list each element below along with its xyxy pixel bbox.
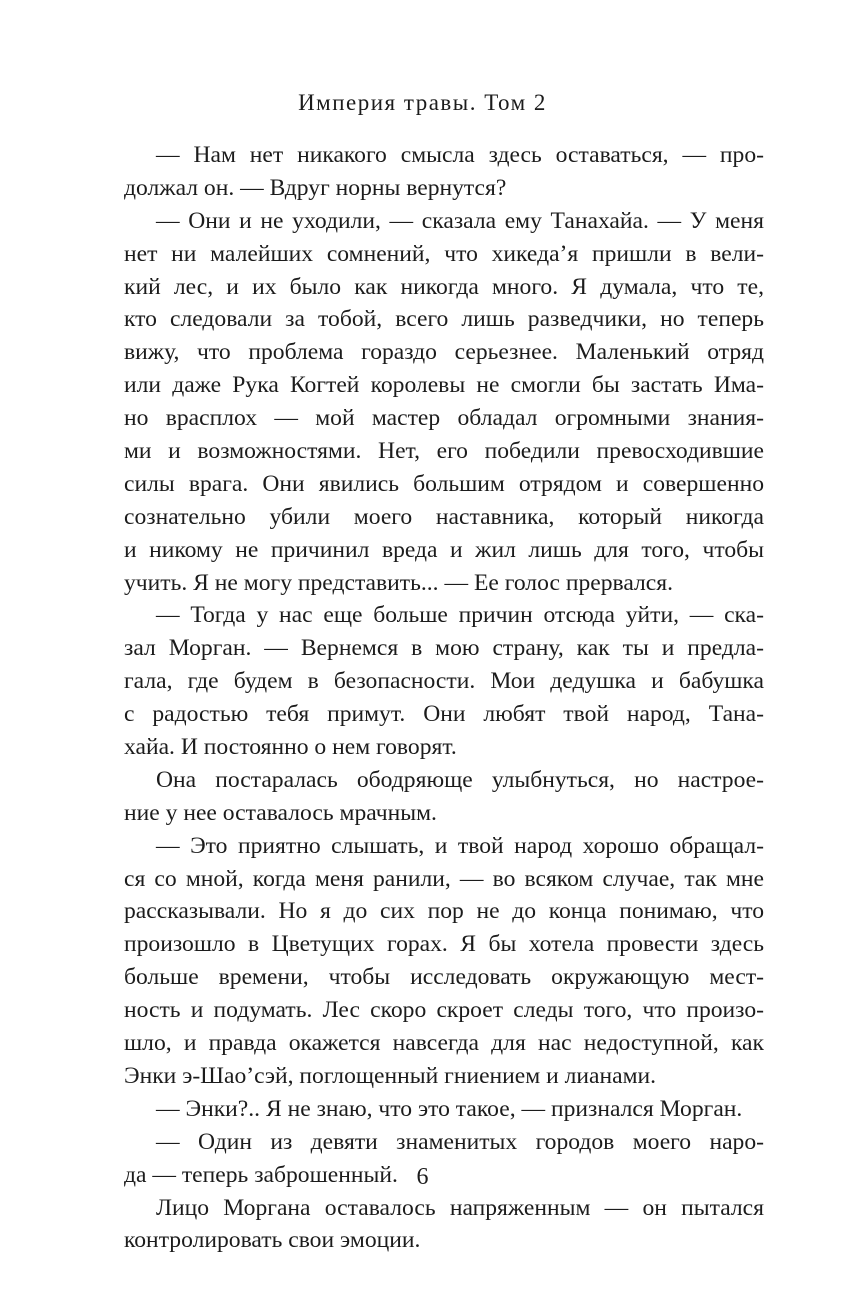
text-line: Лицо Моргана оставалось напряженным — он пытался: [156, 1194, 764, 1221]
text-line: Энки э-Шао’сэй, поглощенный гниением и лианами.: [124, 1062, 657, 1089]
text-line: — Энки?.. Я не знаю, что это такое, — признался Морган.: [156, 1095, 743, 1122]
text-line: — Это приятно слышать, и твой народ хорошо обращал-: [156, 832, 764, 859]
text-line: гала, где будем в безопасности. Мои дедушка и бабушка: [124, 668, 764, 695]
text-line: — Один из девяти знаменитых городов моего наро-: [156, 1128, 764, 1155]
text-line: больше времени, чтобы исследовать окружающую мест-: [124, 964, 764, 991]
text-line: учить. Я не могу представить... — Ее голос прервался.: [124, 569, 674, 596]
text-line: вижу, что проблема гораздо серьезнее. Маленький отряд: [124, 339, 764, 366]
text-line: или даже Рука Когтей королевы не смогли бы застать Има-: [124, 372, 764, 399]
text-line: нет ни малейших сомнений, что хикеда’я пришли в вели-: [124, 240, 764, 267]
text-line: кто следовали за тобой, всего лишь разведчики, но теперь: [124, 306, 764, 333]
text-line: ся со мной, когда меня ранили, — во всяком случае, так мне: [124, 865, 764, 892]
text-line: сознательно убили моего наставника, который никогда: [124, 503, 764, 530]
text-line: хайа. И постоянно о нем говорят.: [124, 734, 457, 761]
text-line: — Нам нет никакого смысла здесь оставаться, — про-: [156, 142, 764, 168]
text-line: с радостью тебя примут. Они любят твой народ, Тана-: [124, 701, 764, 728]
text-line: ние у нее оставалось мрачным.: [124, 799, 437, 826]
text-line: Она постаралась ободряюще улыбнуться, но настрое-: [156, 766, 764, 793]
text-line: ми и возможностями. Нет, его победили превосходившие: [124, 438, 764, 465]
text-line: рассказывали. Но я до сих пор не до конца понимаю, что: [124, 898, 764, 925]
running-title: Империя травы. Том 2: [298, 90, 547, 115]
text-line: да — теперь заброшенный.: [124, 1161, 398, 1188]
text-line: силы врага. Они явились большим отрядом и совершенно: [124, 470, 764, 497]
text-line: контролировать свои эмоции.: [124, 1227, 421, 1254]
text-line: кий лес, и их было как никогда много. Я думала, что те,: [124, 273, 764, 300]
text-line: но врасплох — мой мастер обладал огромными знания-: [124, 405, 764, 432]
text-line: шло, и правда окажется навсегда для нас недоступной, как: [124, 1030, 764, 1057]
text-line: — Они и не уходили, — сказала ему Танахайа. — У меня: [156, 207, 764, 234]
text-line: должал он. — Вдруг норны вернутся?: [124, 174, 507, 201]
body-text: [124, 139, 764, 1257]
page-number: 6: [416, 1164, 429, 1190]
text-line: зал Морган. — Вернемся в мою страну, как ты и предла-: [124, 635, 764, 662]
text-line: — Тогда у нас еще больше причин отсюда уйти, — ска-: [156, 602, 764, 629]
text-line: и никому не причинил вреда и жил лишь для того, чтобы: [124, 536, 764, 563]
text-line: произошло в Цветущих горах. Я бы хотела провести здесь: [124, 931, 764, 958]
text-line: ность и подумать. Лес скоро скроет следы того, что произо-: [124, 997, 764, 1024]
